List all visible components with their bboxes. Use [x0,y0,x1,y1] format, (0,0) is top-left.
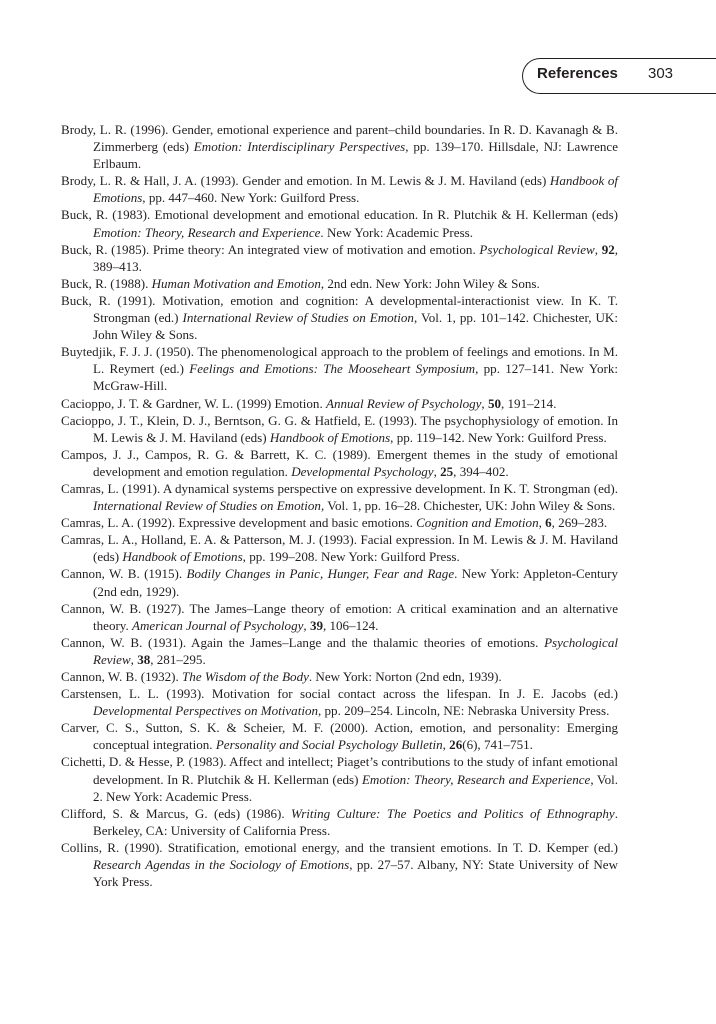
reference-text: Cichetti, D. & Hesse, P. (1983). Affect and intellect; Piaget’s contributions to the study of infant emotional development. In R. Plutchik & H. Kellerman (eds) [61,754,618,787]
reference-text: . Berkeley, CA: University of California Press. [93,805,618,838]
reference-entry [61,634,618,668]
reference-volume: 92 [601,241,615,257]
reference-title: Research Agendas in the Sociology of Emotions [93,857,350,873]
reference-entry [61,275,618,292]
reference-title: International Review of Studies on Emotion [93,498,321,514]
reference-text: Buytedjik, F. J. J. (1950). The phenomenological approach to the problem of feelings and emotions. In M. L. Reymert (ed.) [61,344,618,377]
section-title: References [537,65,618,82]
reference-text: , [303,617,310,633]
reference-text: . New York: Academic Press. [320,224,473,240]
reference-entry [61,685,618,719]
reference-text: Buck, R. (1983). Emotional development and emotional education. In R. Plutchik & H. Kellerman (eds) [61,207,618,223]
reference-text: , 269–283. [551,515,608,531]
reference-text: , pp. 27–57. Albany, NY: State University of New York Press. [93,857,618,890]
reference-text: Collins, R. (1990). Stratification, emotional energy, and the transient emotions. In T. D. Kemper (ed.) [61,839,618,855]
reference-entry [61,565,618,599]
reference-text: , 191–214. [501,395,557,411]
reference-text: Cannon, W. B. (1915). [61,566,187,582]
reference-volume: 39 [309,617,323,633]
reference-text: . New York: Appleton-Century (2nd edn, 1929). [93,566,619,599]
reference-text: , Vol. 1, pp. 16–28. Chichester, UK: John Wiley & Sons. [320,498,616,514]
reference-entry [61,292,618,343]
reference-text: Cannon, W. B. (1931). Again the James–Lange and the thalamic theories of emotions. [61,634,545,650]
reference-title: Human Motivation and Emotion [151,275,321,291]
reference-title: The Wisdom of the Body [182,669,309,684]
reference-text: , [442,737,450,753]
reference-entry [61,172,618,206]
reference-text: , [538,515,546,531]
reference-title: Emotion: Theory, Research and Experience [361,771,591,787]
reference-text: , 2nd edn. New York: John Wiley & Sons. [320,275,540,291]
reference-text: , 281–295. [150,651,206,667]
running-header [522,58,716,94]
reference-text: Cacioppo, J. T., Klein, D. J., Berntson, G. G. & Hatfield, E. (1993). The psychophysiology of emotion. In M. Lewis & J. M. Haviland (eds) [61,412,618,445]
reference-text: , pp. 199–208. New York: Guilford Press. [242,549,460,565]
reference-text: , [594,241,602,257]
reference-entry [61,206,618,240]
reference-text: , [130,651,138,667]
reference-text: Carver, C. S., Sutton, S. K. & Scheier, M. F. (2000). Action, emotion, and personality: Emerging conceptual integration. [61,720,618,753]
reference-text: Brody, L. R. (1996). Gender, emotional experience and parent–child boundaries. In R. D. Kavanagh & B. Zimmerberg (eds) [61,122,618,155]
reference-title: Developmental Psychology [291,463,434,479]
reference-entry [61,668,618,685]
reference-volume: 38 [137,651,151,667]
reference-entry [61,395,618,412]
reference-title: Feelings and Emotions: The Mooseheart Symposium [189,361,476,377]
reference-text: , 394–402. [453,463,509,479]
reference-text: Camras, L. (1991). A dynamical systems perspective on expressive development. In K. T. Strongman (ed). [61,480,618,496]
reference-text: . New York: Norton (2nd edn, 1939). [308,669,502,684]
reference-text: Brody, L. R. & Hall, J. A. (1993). Gender and emotion. In M. Lewis & J. M. Haviland (eds) [61,173,550,189]
reference-text: Buck, R. (1991). Motivation, emotion and cognition: A developmental-interactionist view. In K. T. Strongman (ed.) [61,292,618,326]
reference-entry [61,480,618,514]
reference-text: Carstensen, L. L. (1993). Motivation for social contact across the lifespan. In J. E. Jacobs (ed.) [61,686,618,702]
reference-volume: 6 [545,515,552,531]
reference-text: Campos, J. J., Campos, R. G. & Barrett, K. C. (1989). Emergent themes in the study of emotional development and emotion regulation. [61,446,618,479]
reference-volume: 50 [487,395,501,411]
reference-entry [61,412,618,446]
reference-entry [61,241,618,275]
reference-text: , [481,395,488,411]
reference-title: Psychological Review [93,634,618,667]
page-number: 303 [648,65,674,82]
reference-text: Camras, L. A. (1992). Expressive development and basic emotions. [61,515,417,531]
reference-text: Cannon, W. B. (1927). The James–Lange theory of emotion: A critical examination and an alternative theory. [61,600,618,633]
reference-title: Personality and Social Psychology Bulletin [215,737,443,753]
reference-entry [61,446,618,480]
reference-title: Handbook of Emotions [93,173,619,206]
reference-text: Clifford, S. & Marcus, G. (eds) (1986). [61,805,292,821]
reference-title: Emotion: Theory, Research and Experience [93,224,321,240]
reference-title: Writing Culture: The Poetics and Politics of Ethnography [291,805,615,821]
reference-text: , 389–413. [93,241,618,274]
reference-text: , Vol. 2. New York: Academic Press. [93,771,619,804]
reference-text: , pp. 127–141. New York: McGraw-Hill. [93,361,618,394]
reference-list [61,121,618,890]
reference-entry [61,121,618,172]
reference-title: Bodily Changes in Panic, Hunger, Fear and Rage [186,566,455,582]
reference-title: International Review of Studies on Emotion [182,310,414,326]
reference-title: Handbook of Emotions [269,429,391,445]
reference-text: , Vol. 1, pp. 101–142. Chichester, UK: John Wiley & Sons. [93,310,618,343]
reference-volume: 25 [440,463,454,479]
reference-text: , 106–124. [322,617,379,633]
reference-entry [61,531,618,565]
reference-entry [61,343,618,394]
reference-text: , pp. 209–254. Lincoln, NE: Nebraska University Press. [318,703,610,719]
reference-entry [61,805,618,839]
reference-text: , pp. 139–170. Hillsdale, NJ: Lawrence Erlbaum. [93,139,618,172]
reference-text: Cannon, W. B. (1932). [61,669,183,684]
reference-text: , [433,463,441,479]
reference-text: , pp. 447–460. New York: Guilford Press. [142,190,360,206]
reference-title: American Journal of Psychology [132,617,304,633]
reference-text: (6), 741–751. [462,737,533,753]
reference-title: Handbook of Emotions [122,549,243,565]
reference-entry [61,753,618,804]
reference-title: Developmental Perspectives on Motivation [93,703,318,719]
reference-text: Camras, L. A., Holland, E. A. & Patterson, M. J. (1993). Facial expression. In M. Lewis & J. M. Haviland (eds) [61,532,618,565]
reference-text: , pp. 119–142. New York: Guilford Press. [390,429,607,445]
reference-text: Buck, R. (1985). Prime theory: An integrated view of motivation and emotion. [61,241,480,257]
reference-title: Cognition and Emotion [416,515,539,531]
reference-entry [61,514,618,531]
reference-title: Emotion: Interdisciplinary Perspectives [193,139,406,155]
reference-entry [61,600,618,634]
reference-entry [61,839,618,890]
reference-text: Cacioppo, J. T. & Gardner, W. L. (1999) Emotion. [61,395,326,411]
reference-entry [61,719,618,753]
reference-title: Psychological Review [479,241,595,257]
reference-title: Annual Review of Psychology [325,395,482,411]
reference-text: Buck, R. (1988). [61,275,152,291]
reference-volume: 26 [449,737,463,753]
